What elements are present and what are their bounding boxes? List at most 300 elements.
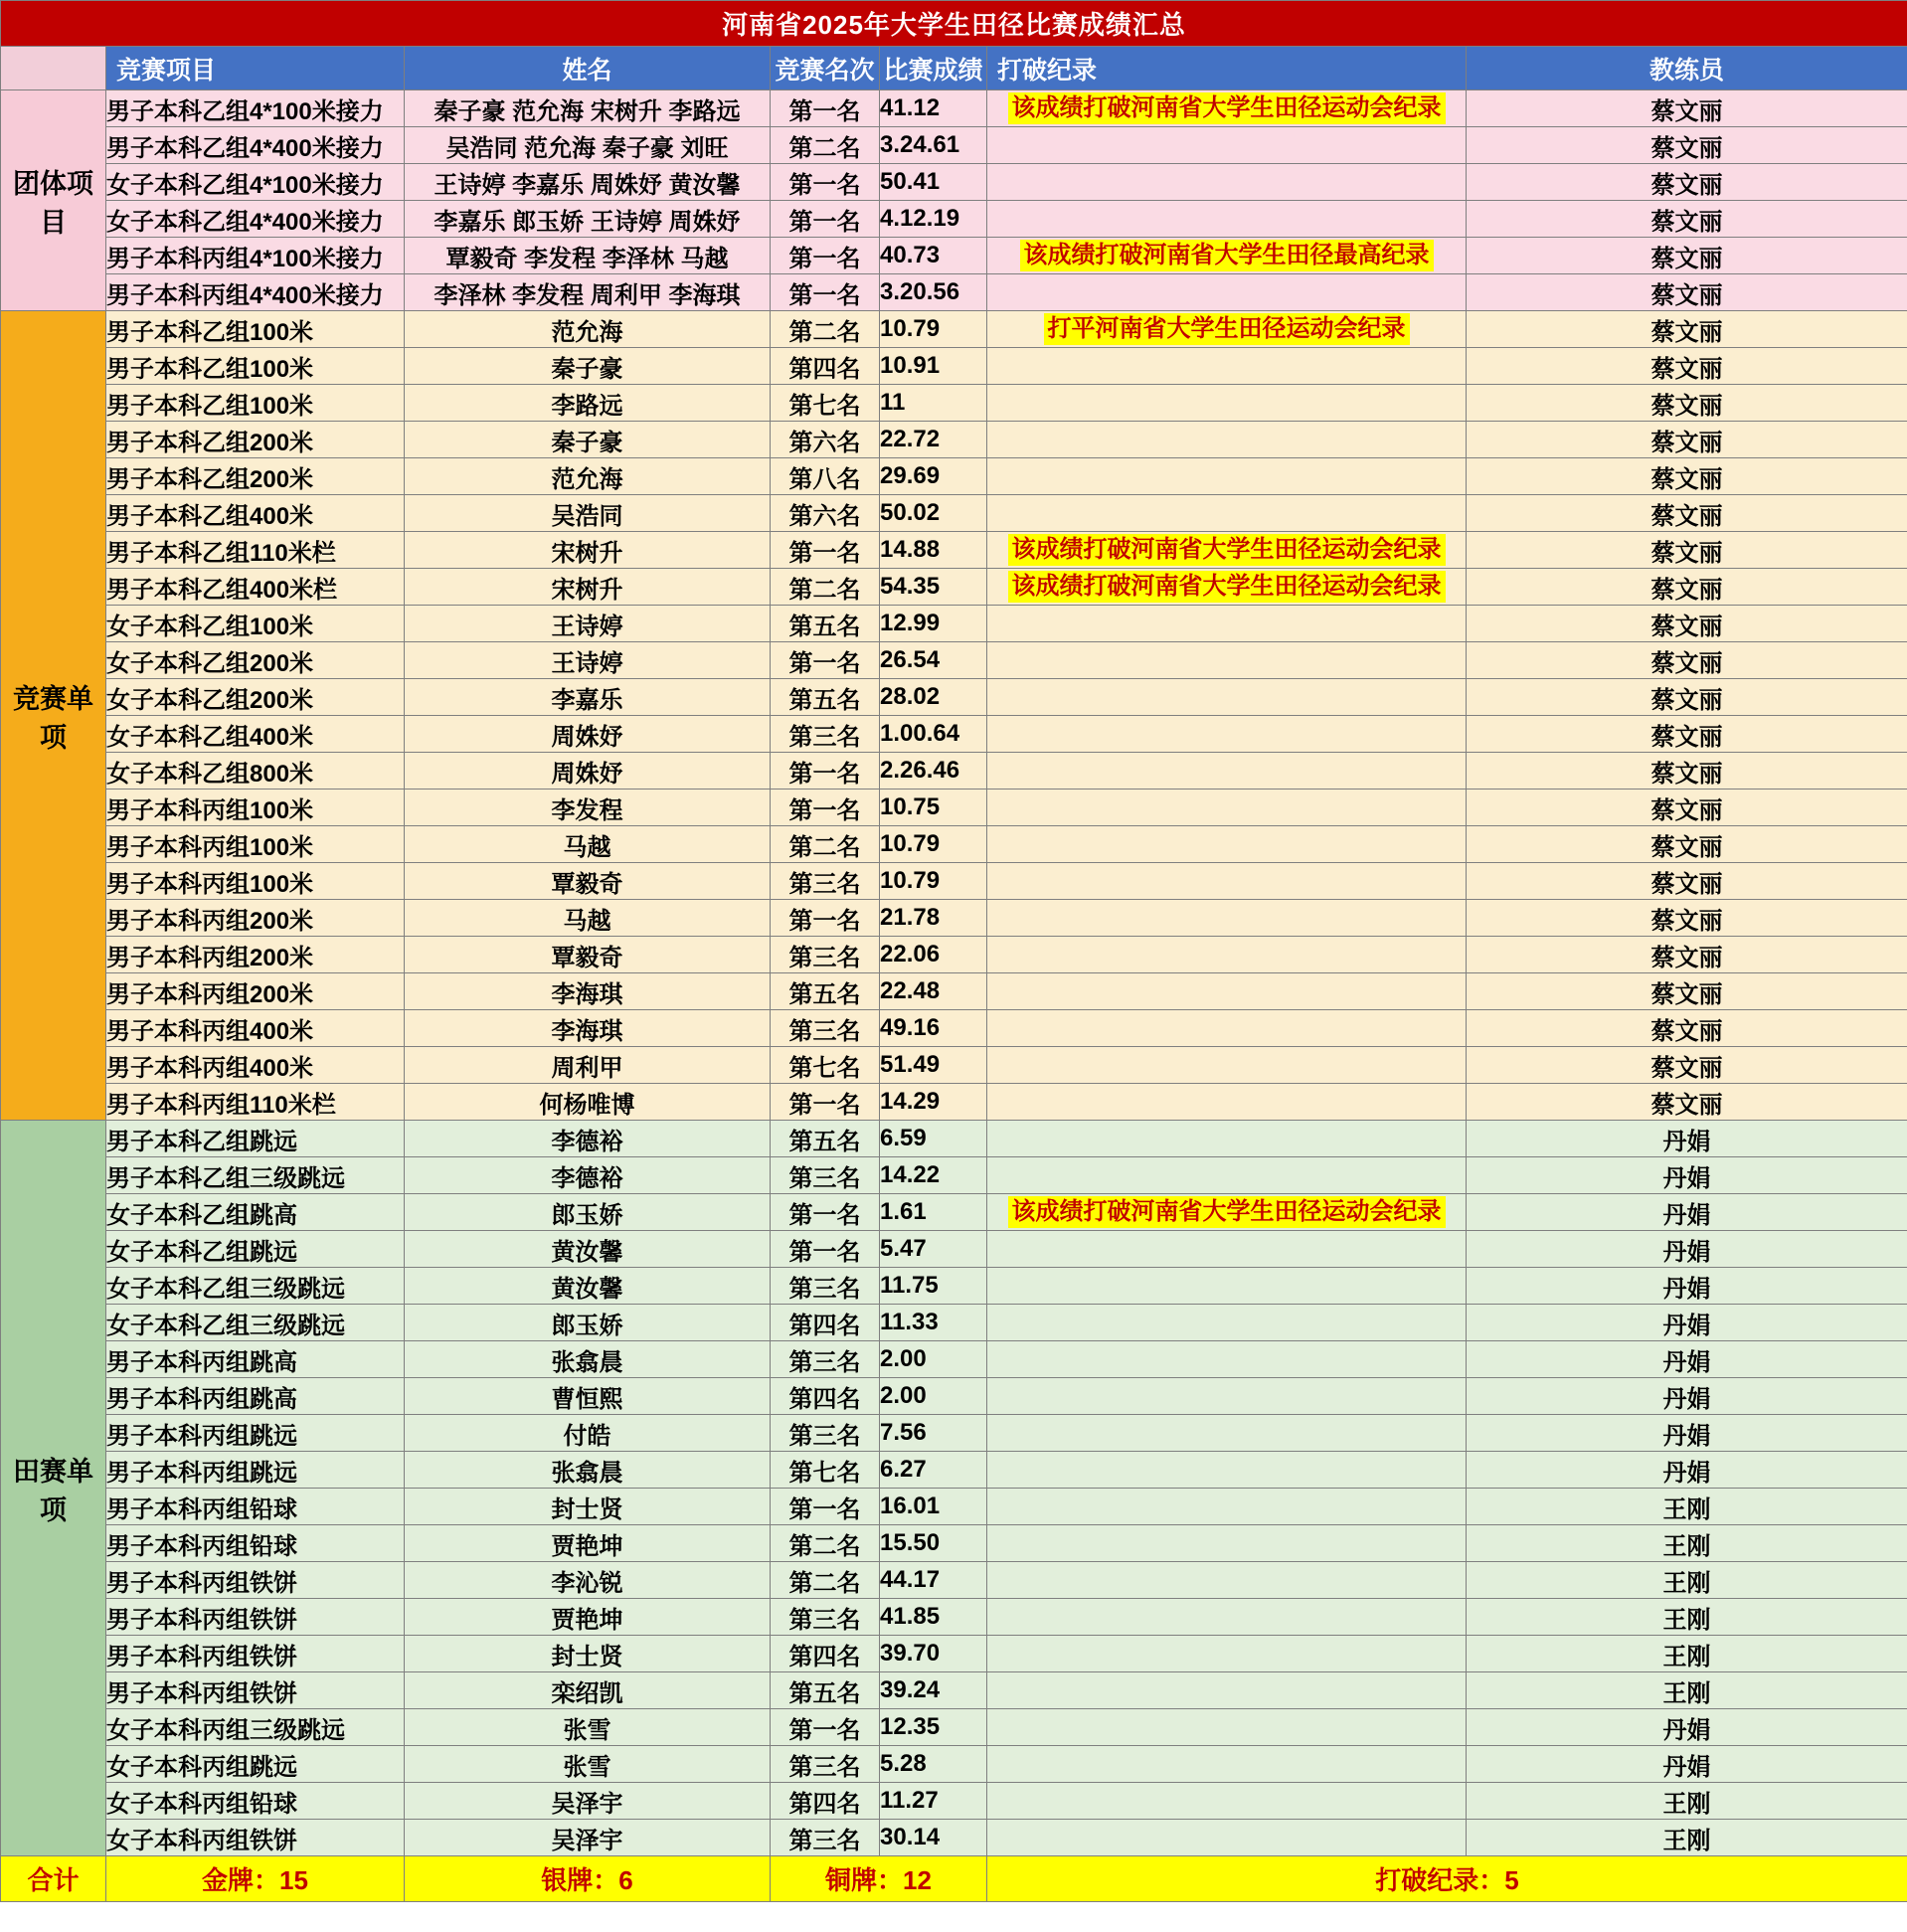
cell-coach: 王刚: [1467, 1599, 1907, 1636]
cell-record: [987, 937, 1467, 973]
cell-record: [987, 1157, 1467, 1194]
cell-rank: 第一名: [771, 532, 880, 569]
cell-record: [987, 569, 1467, 606]
cell-coach: 丹娟: [1467, 1452, 1907, 1489]
cell-name: 黄汝馨: [405, 1268, 771, 1305]
table-row: [1, 826, 1907, 863]
cell-rank: 第七名: [771, 1452, 880, 1489]
cell-event: 男子本科乙组110米栏: [106, 532, 405, 569]
cell-coach: 蔡文丽: [1467, 716, 1907, 753]
record-highlight: 该成绩打破河南省大学生田径运动会纪录: [1008, 571, 1446, 603]
cell-record: [987, 311, 1467, 348]
cell-rank: 第三名: [771, 1746, 880, 1783]
cell-coach: 蔡文丽: [1467, 1010, 1907, 1047]
cell-event: 女子本科乙组800米: [106, 753, 405, 790]
table-row: [1, 90, 1907, 127]
cell-name: 李海琪: [405, 973, 771, 1010]
cell-event: 女子本科丙组铁饼: [106, 1820, 405, 1856]
cell-name: 秦子豪: [405, 348, 771, 385]
cell-name: 宋树升: [405, 569, 771, 606]
table-row: [1, 348, 1907, 385]
cell-rank: 第三名: [771, 937, 880, 973]
table-row: [1, 385, 1907, 422]
cell-record: [987, 1415, 1467, 1452]
table-row: [1, 1489, 1907, 1525]
cell-rank: 第一名: [771, 201, 880, 238]
table-row: [1, 127, 1907, 164]
cell-record: [987, 1121, 1467, 1157]
cell-score: 11.27: [880, 1783, 987, 1820]
cell-record: [987, 716, 1467, 753]
cell-event: 男子本科丙组200米: [106, 900, 405, 937]
cell-name: 李泽林 李发程 周利甲 李海琪: [405, 274, 771, 311]
table-row: [1, 679, 1907, 716]
cell-coach: 蔡文丽: [1467, 532, 1907, 569]
cell-score: 40.73: [880, 238, 987, 274]
table-row: [1, 1709, 1907, 1746]
cell-score: 10.79: [880, 826, 987, 863]
cell-record: [987, 1268, 1467, 1305]
cell-rank: 第一名: [771, 1231, 880, 1268]
cell-score: 26.54: [880, 642, 987, 679]
cell-record: [987, 1783, 1467, 1820]
cell-score: 21.78: [880, 900, 987, 937]
cell-coach: 丹娟: [1467, 1121, 1907, 1157]
cell-record: [987, 1599, 1467, 1636]
cell-record: [987, 900, 1467, 937]
cell-rank: 第二名: [771, 1562, 880, 1599]
cell-event: 女子本科乙组三级跳远: [106, 1268, 405, 1305]
cell-coach: 丹娟: [1467, 1746, 1907, 1783]
cell-name: 李海琪: [405, 1010, 771, 1047]
cell-rank: 第三名: [771, 863, 880, 900]
cell-coach: 蔡文丽: [1467, 790, 1907, 826]
cell-name: 宋树升: [405, 532, 771, 569]
cell-score: 51.49: [880, 1047, 987, 1084]
cell-score: 30.14: [880, 1820, 987, 1856]
table-row: [1, 458, 1907, 495]
cell-coach: 蔡文丽: [1467, 201, 1907, 238]
cell-rank: 第一名: [771, 1084, 880, 1121]
table-row: [1, 532, 1907, 569]
cell-rank: 第一名: [771, 790, 880, 826]
table-row: [1, 973, 1907, 1010]
cell-record: [987, 90, 1467, 127]
cell-coach: 蔡文丽: [1467, 1047, 1907, 1084]
cell-rank: 第五名: [771, 973, 880, 1010]
cell-coach: 丹娟: [1467, 1194, 1907, 1231]
cell-rank: 第八名: [771, 458, 880, 495]
header-record: 打破纪录: [987, 47, 1467, 90]
cell-rank: 第一名: [771, 900, 880, 937]
cell-record: [987, 127, 1467, 164]
cell-record: [987, 201, 1467, 238]
table-row: [1, 1194, 1907, 1231]
table-row: [1, 790, 1907, 826]
footer-records: 打破纪录：5: [987, 1856, 1907, 1902]
page-title: 河南省2025年大学生田径比赛成绩汇总: [1, 1, 1907, 47]
cell-record: [987, 164, 1467, 201]
cell-score: 1.00.64: [880, 716, 987, 753]
cell-record: [987, 1194, 1467, 1231]
cell-rank: 第五名: [771, 606, 880, 642]
cell-record: [987, 1562, 1467, 1599]
record-highlight: 该成绩打破河南省大学生田径最高纪录: [1020, 240, 1434, 271]
footer-row: [1, 1856, 1907, 1902]
cell-name: 郎玉娇: [405, 1194, 771, 1231]
cell-score: 41.85: [880, 1599, 987, 1636]
cell-score: 54.35: [880, 569, 987, 606]
cell-event: 男子本科丙组4*100米接力: [106, 238, 405, 274]
cell-rank: 第二名: [771, 569, 880, 606]
record-highlight: 该成绩打破河南省大学生田径运动会纪录: [1008, 534, 1446, 566]
section-label-field: 田赛单项: [1, 1121, 106, 1856]
cell-score: 22.06: [880, 937, 987, 973]
cell-score: 3.20.56: [880, 274, 987, 311]
cell-coach: 丹娟: [1467, 1709, 1907, 1746]
cell-event: 女子本科乙组400米: [106, 716, 405, 753]
cell-coach: 蔡文丽: [1467, 495, 1907, 532]
cell-rank: 第三名: [771, 1599, 880, 1636]
cell-coach: 蔡文丽: [1467, 311, 1907, 348]
cell-event: 男子本科丙组跳高: [106, 1341, 405, 1378]
header-name: 姓名: [405, 47, 771, 90]
cell-event: 男子本科乙组400米: [106, 495, 405, 532]
table-row: [1, 1157, 1907, 1194]
cell-record: [987, 973, 1467, 1010]
cell-event: 女子本科丙组铅球: [106, 1783, 405, 1820]
cell-name: 李路远: [405, 385, 771, 422]
cell-coach: 王刚: [1467, 1562, 1907, 1599]
cell-score: 22.48: [880, 973, 987, 1010]
cell-event: 男子本科丙组铁饼: [106, 1599, 405, 1636]
cell-rank: 第一名: [771, 90, 880, 127]
cell-name: 张雪: [405, 1746, 771, 1783]
cell-rank: 第六名: [771, 495, 880, 532]
cell-rank: 第七名: [771, 385, 880, 422]
cell-score: 6.59: [880, 1121, 987, 1157]
cell-name: 郎玉娇: [405, 1305, 771, 1341]
cell-score: 14.88: [880, 532, 987, 569]
cell-name: 李嘉乐: [405, 679, 771, 716]
cell-name: 范允海: [405, 458, 771, 495]
cell-event: 女子本科乙组200米: [106, 679, 405, 716]
cell-rank: 第三名: [771, 1010, 880, 1047]
cell-name: 李德裕: [405, 1121, 771, 1157]
cell-event: 男子本科乙组三级跳远: [106, 1157, 405, 1194]
cell-record: [987, 863, 1467, 900]
cell-record: [987, 385, 1467, 422]
cell-event: 男子本科乙组200米: [106, 422, 405, 458]
table-row: [1, 1341, 1907, 1378]
cell-score: 2.00: [880, 1341, 987, 1378]
cell-record: [987, 790, 1467, 826]
cell-name: 封士贤: [405, 1636, 771, 1672]
cell-name: 周姝妤: [405, 716, 771, 753]
cell-score: 11: [880, 385, 987, 422]
cell-coach: 蔡文丽: [1467, 458, 1907, 495]
cell-name: 周利甲: [405, 1047, 771, 1084]
table-row: [1, 422, 1907, 458]
cell-record: [987, 1489, 1467, 1525]
cell-record: [987, 1047, 1467, 1084]
record-highlight: 该成绩打破河南省大学生田径运动会纪录: [1008, 1196, 1446, 1228]
cell-record: [987, 1341, 1467, 1378]
cell-coach: 蔡文丽: [1467, 238, 1907, 274]
cell-event: 男子本科乙组跳远: [106, 1121, 405, 1157]
cell-name: 王诗婷: [405, 642, 771, 679]
cell-score: 39.24: [880, 1672, 987, 1709]
cell-coach: 丹娟: [1467, 1415, 1907, 1452]
cell-record: [987, 1709, 1467, 1746]
table-row: [1, 606, 1907, 642]
table-row: [1, 1672, 1907, 1709]
cell-event: 男子本科丙组400米: [106, 1010, 405, 1047]
cell-coach: 蔡文丽: [1467, 127, 1907, 164]
cell-name: 李发程: [405, 790, 771, 826]
header-coach: 教练员: [1467, 47, 1907, 90]
cell-event: 男子本科丙组铁饼: [106, 1672, 405, 1709]
footer-gold: 金牌：15: [106, 1856, 405, 1902]
cell-coach: 蔡文丽: [1467, 679, 1907, 716]
cell-record: [987, 679, 1467, 716]
cell-event: 女子本科丙组三级跳远: [106, 1709, 405, 1746]
cell-event: 女子本科乙组100米: [106, 606, 405, 642]
cell-rank: 第一名: [771, 753, 880, 790]
cell-score: 10.79: [880, 311, 987, 348]
cell-coach: 蔡文丽: [1467, 642, 1907, 679]
cell-name: 吴泽宇: [405, 1783, 771, 1820]
cell-name: 覃毅奇: [405, 863, 771, 900]
cell-event: 男子本科丙组110米栏: [106, 1084, 405, 1121]
cell-record: [987, 495, 1467, 532]
cell-event: 男子本科丙组铁饼: [106, 1562, 405, 1599]
title-row: [1, 1, 1907, 47]
cell-record: [987, 274, 1467, 311]
cell-event: 男子本科乙组400米栏: [106, 569, 405, 606]
cell-name: 王诗婷 李嘉乐 周姝妤 黄汝馨: [405, 164, 771, 201]
cell-event: 女子本科乙组跳高: [106, 1194, 405, 1231]
cell-name: 贾艳坤: [405, 1525, 771, 1562]
table-row: [1, 937, 1907, 973]
cell-score: 50.02: [880, 495, 987, 532]
cell-coach: 丹娟: [1467, 1305, 1907, 1341]
cell-rank: 第一名: [771, 164, 880, 201]
cell-coach: 王刚: [1467, 1636, 1907, 1672]
cell-event: 男子本科丙组4*400米接力: [106, 274, 405, 311]
header-row: [1, 47, 1907, 90]
cell-score: 10.91: [880, 348, 987, 385]
cell-record: [987, 642, 1467, 679]
cell-record: [987, 458, 1467, 495]
cell-event: 男子本科乙组100米: [106, 385, 405, 422]
cell-event: 男子本科丙组400米: [106, 1047, 405, 1084]
cell-name: 张雪: [405, 1709, 771, 1746]
cell-score: 4.12.19: [880, 201, 987, 238]
cell-name: 曹恒熙: [405, 1378, 771, 1415]
cell-record: [987, 606, 1467, 642]
cell-name: 李沁锐: [405, 1562, 771, 1599]
table-row: [1, 1820, 1907, 1856]
cell-coach: 蔡文丽: [1467, 973, 1907, 1010]
table-row: [1, 753, 1907, 790]
record-highlight: 打平河南省大学生田径运动会纪录: [1044, 313, 1410, 345]
cell-rank: 第二名: [771, 311, 880, 348]
cell-rank: 第三名: [771, 1268, 880, 1305]
table-row: [1, 642, 1907, 679]
cell-coach: 丹娟: [1467, 1378, 1907, 1415]
table-row: [1, 569, 1907, 606]
cell-name: 吴泽宇: [405, 1820, 771, 1856]
cell-name: 何杨唯博: [405, 1084, 771, 1121]
table-row: [1, 1305, 1907, 1341]
section-label-team: 团体项目: [1, 90, 106, 311]
table-row: [1, 1378, 1907, 1415]
table-row: [1, 900, 1907, 937]
cell-score: 11.33: [880, 1305, 987, 1341]
table-row: [1, 1231, 1907, 1268]
cell-coach: 王刚: [1467, 1489, 1907, 1525]
cell-record: [987, 1231, 1467, 1268]
cell-rank: 第六名: [771, 422, 880, 458]
table-row: [1, 1746, 1907, 1783]
cell-event: 男子本科丙组100米: [106, 790, 405, 826]
cell-coach: 蔡文丽: [1467, 753, 1907, 790]
cell-name: 王诗婷: [405, 606, 771, 642]
cell-record: [987, 826, 1467, 863]
cell-score: 16.01: [880, 1489, 987, 1525]
cell-score: 7.56: [880, 1415, 987, 1452]
cell-record: [987, 1525, 1467, 1562]
cell-score: 39.70: [880, 1636, 987, 1672]
cell-record: [987, 1820, 1467, 1856]
table-row: [1, 1121, 1907, 1157]
table-row: [1, 1415, 1907, 1452]
table-row: [1, 311, 1907, 348]
cell-score: 49.16: [880, 1010, 987, 1047]
cell-event: 男子本科丙组200米: [106, 937, 405, 973]
cell-record: [987, 1010, 1467, 1047]
cell-event: 男子本科乙组100米: [106, 348, 405, 385]
cell-rank: 第三名: [771, 1341, 880, 1378]
footer-silver: 银牌：6: [405, 1856, 771, 1902]
cell-coach: 蔡文丽: [1467, 90, 1907, 127]
cell-coach: 丹娟: [1467, 1157, 1907, 1194]
table-row: [1, 1636, 1907, 1672]
cell-rank: 第一名: [771, 1709, 880, 1746]
cell-score: 11.75: [880, 1268, 987, 1305]
table-row: [1, 1047, 1907, 1084]
cell-score: 2.26.46: [880, 753, 987, 790]
cell-record: [987, 1746, 1467, 1783]
table-row: [1, 201, 1907, 238]
section-label-track: 竞赛单项: [1, 311, 106, 1121]
cell-score: 3.24.61: [880, 127, 987, 164]
cell-event: 男子本科丙组跳高: [106, 1378, 405, 1415]
cell-score: 29.69: [880, 458, 987, 495]
cell-coach: 蔡文丽: [1467, 900, 1907, 937]
cell-name: 吴浩同: [405, 495, 771, 532]
cell-event: 男子本科丙组跳远: [106, 1452, 405, 1489]
cell-score: 14.22: [880, 1157, 987, 1194]
cell-score: 14.29: [880, 1084, 987, 1121]
cell-name: 张翕晨: [405, 1341, 771, 1378]
cell-score: 5.28: [880, 1746, 987, 1783]
cell-coach: 丹娟: [1467, 1231, 1907, 1268]
cell-rank: 第五名: [771, 679, 880, 716]
cell-record: [987, 422, 1467, 458]
cell-event: 男子本科丙组200米: [106, 973, 405, 1010]
cell-event: 男子本科丙组铅球: [106, 1489, 405, 1525]
table-row: [1, 274, 1907, 311]
table-row: [1, 1525, 1907, 1562]
cell-record: [987, 348, 1467, 385]
cell-rank: 第七名: [771, 1047, 880, 1084]
cell-score: 5.47: [880, 1231, 987, 1268]
cell-coach: 丹娟: [1467, 1341, 1907, 1378]
table-row: [1, 164, 1907, 201]
cell-coach: 王刚: [1467, 1525, 1907, 1562]
cell-event: 女子本科乙组4*100米接力: [106, 164, 405, 201]
cell-record: [987, 1672, 1467, 1709]
table-row: [1, 716, 1907, 753]
table-row: [1, 1268, 1907, 1305]
cell-record: [987, 753, 1467, 790]
cell-rank: 第二名: [771, 1525, 880, 1562]
cell-coach: 王刚: [1467, 1783, 1907, 1820]
cell-rank: 第一名: [771, 1194, 880, 1231]
cell-event: 女子本科乙组跳远: [106, 1231, 405, 1268]
cell-name: 覃毅奇 李发程 李泽林 马越: [405, 238, 771, 274]
table-row: [1, 1599, 1907, 1636]
cell-coach: 王刚: [1467, 1820, 1907, 1856]
cell-rank: 第三名: [771, 1415, 880, 1452]
cell-rank: 第一名: [771, 1489, 880, 1525]
cell-score: 6.27: [880, 1452, 987, 1489]
cell-name: 付皓: [405, 1415, 771, 1452]
cell-name: 李嘉乐 郎玉娇 王诗婷 周姝妤: [405, 201, 771, 238]
cell-name: 马越: [405, 826, 771, 863]
table-row: [1, 1783, 1907, 1820]
cell-rank: 第五名: [771, 1672, 880, 1709]
cell-rank: 第五名: [771, 1121, 880, 1157]
cell-coach: 蔡文丽: [1467, 606, 1907, 642]
cell-score: 44.17: [880, 1562, 987, 1599]
footer-total-label: 合计: [1, 1856, 106, 1902]
cell-coach: 蔡文丽: [1467, 937, 1907, 973]
cell-record: [987, 532, 1467, 569]
cell-score: 10.75: [880, 790, 987, 826]
cell-record: [987, 1378, 1467, 1415]
cell-event: 男子本科乙组4*100米接力: [106, 90, 405, 127]
cell-event: 男子本科丙组铅球: [106, 1525, 405, 1562]
cell-record: [987, 1084, 1467, 1121]
cell-name: 封士贤: [405, 1489, 771, 1525]
table-row: [1, 1562, 1907, 1599]
cell-rank: 第一名: [771, 238, 880, 274]
cell-rank: 第一名: [771, 274, 880, 311]
cell-score: 2.00: [880, 1378, 987, 1415]
cell-event: 男子本科丙组100米: [106, 863, 405, 900]
cell-rank: 第四名: [771, 1636, 880, 1672]
cell-name: 秦子豪 范允海 宋树升 李路远: [405, 90, 771, 127]
cell-event: 女子本科乙组三级跳远: [106, 1305, 405, 1341]
cell-record: [987, 1305, 1467, 1341]
header-score: 比赛成绩: [880, 47, 987, 90]
header-corner: [1, 47, 106, 90]
cell-coach: 王刚: [1467, 1672, 1907, 1709]
cell-score: 50.41: [880, 164, 987, 201]
